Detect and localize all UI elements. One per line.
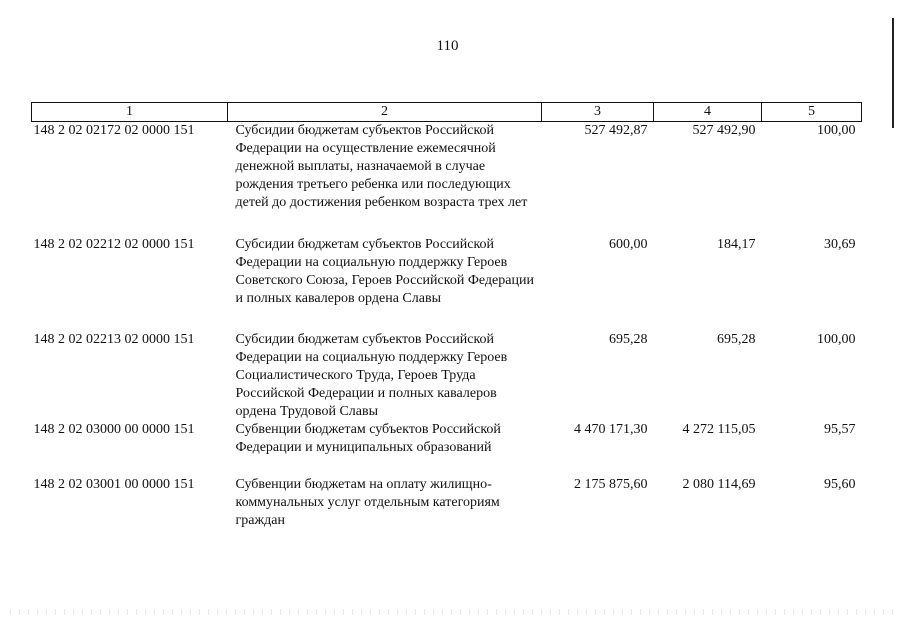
scan-edge-line (892, 18, 894, 128)
row-description: Субвенции бюджетам субъектов Российской Федерации и муниципальных образований (235, 422, 501, 455)
value-col-5: 95,60 (824, 477, 856, 492)
value-col-3: 4 470 171,30 (574, 422, 648, 437)
table-row (32, 331, 862, 421)
budget-code: 148 2 02 02213 02 0000 151 (33, 332, 195, 347)
value-col-4: 4 272 115,05 (682, 422, 756, 437)
header-col-4: 4 (654, 103, 762, 122)
value-col-5: 30,69 (824, 237, 856, 252)
budget-code: 148 2 02 02212 02 0000 151 (33, 237, 195, 252)
header-col-5: 5 (762, 103, 862, 122)
value-col-4: 695,28 (717, 332, 756, 347)
value-col-3: 527 492,87 (584, 123, 648, 138)
budget-code: 148 2 02 03000 00 0000 151 (33, 422, 195, 437)
budget-table-container (31, 102, 861, 536)
row-description: Субсидии бюджетам субъектов Российской Федерации на социальную поддержку Героев Социалистического Труда, Героев Труда Российской Федерации и полных кавалеров ордена Трудовой Славы (235, 332, 508, 419)
value-col-5: 100,00 (817, 332, 856, 347)
value-col-4: 527 492,90 (692, 123, 756, 138)
header-col-3: 3 (542, 103, 654, 122)
header-row (32, 103, 862, 122)
value-col-4: 184,17 (717, 237, 756, 252)
budget-code: 148 2 02 03001 00 0000 151 (33, 477, 195, 492)
table-row (32, 122, 862, 237)
table-row (32, 476, 862, 536)
row-description: Субсидии бюджетам субъектов Российской Федерации на социальную поддержку Героев Советского Союза, Героев Российской Федерации и полных кавалеров ордена Славы (235, 237, 534, 306)
table-row (32, 421, 862, 476)
header-col-1: 1 (32, 103, 228, 122)
value-col-3: 2 175 875,60 (574, 477, 648, 492)
table-row (32, 236, 862, 331)
value-col-5: 100,00 (817, 123, 856, 138)
page-number: 110 (436, 38, 459, 54)
budget-code: 148 2 02 02172 02 0000 151 (33, 123, 195, 138)
value-col-5: 95,57 (824, 422, 856, 437)
value-col-3: 695,28 (609, 332, 648, 347)
value-col-3: 600,00 (609, 237, 648, 252)
value-col-4: 2 080 114,69 (682, 477, 756, 492)
budget-table (31, 102, 862, 536)
row-description: Субвенции бюджетам на оплату жилищно-коммунальных услуг отдельным категориям граждан (235, 477, 500, 528)
row-description: Субсидии бюджетам субъектов Российской Федерации на осуществление ежемесячной денежной выплаты, назначаемой в случае рождения третьего ребенка или последующих детей до достижения ребенком возраста трех лет (235, 123, 528, 210)
scan-noise-strip (10, 609, 895, 615)
header-col-2: 2 (228, 103, 542, 122)
